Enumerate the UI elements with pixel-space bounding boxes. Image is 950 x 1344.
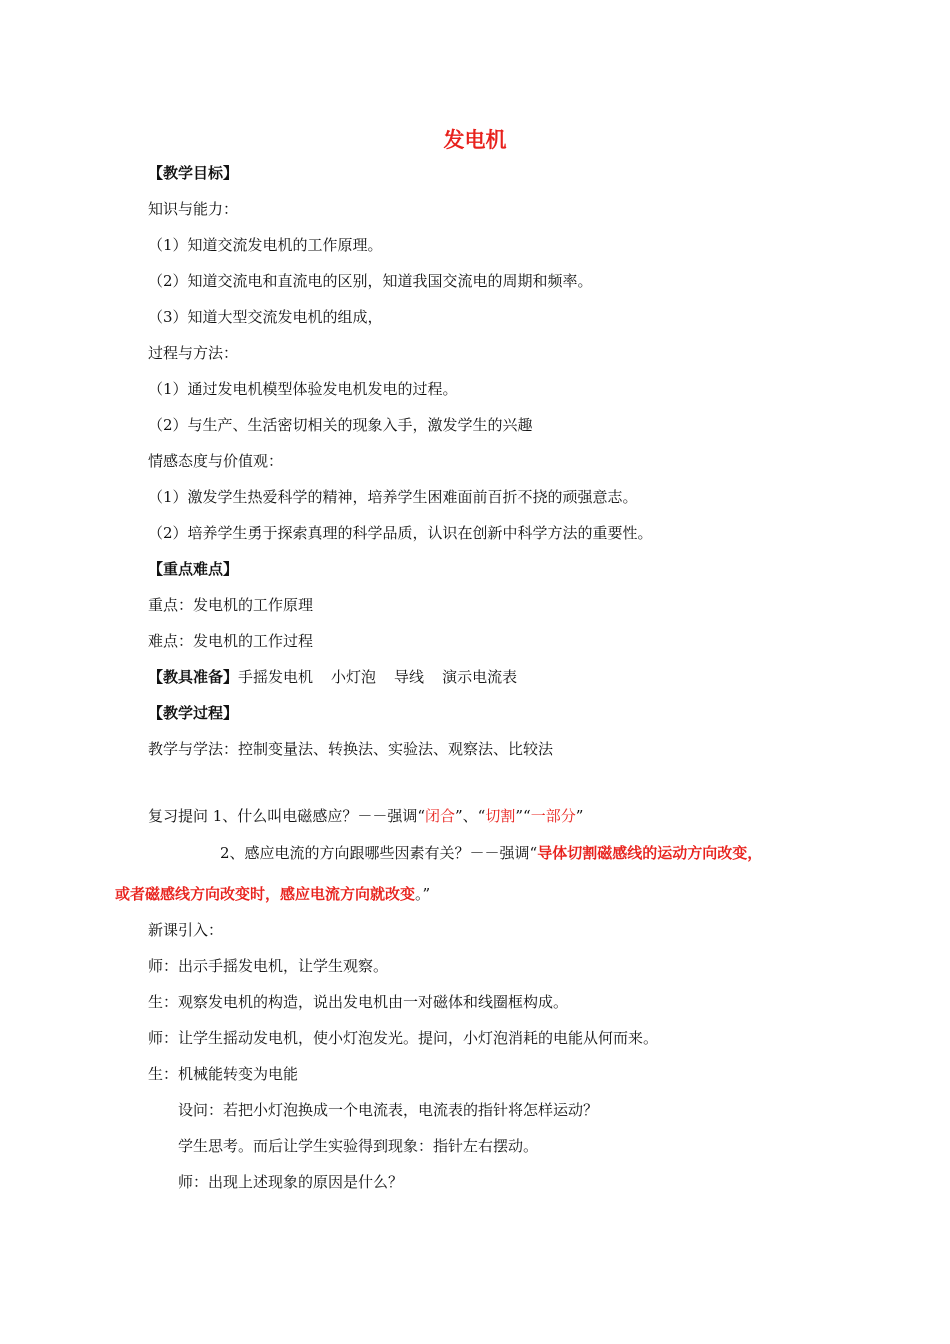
review-question-2 — [220, 842, 762, 864]
review-q1-separator: ”、“ — [455, 807, 486, 825]
review-question-1 — [148, 805, 583, 827]
review-q2-suffix: 。” — [415, 885, 431, 903]
emotion-item: （2）培养学生勇于探索真理的科学品质，认识在创新中科学方法的重要性。 — [148, 524, 653, 542]
knowledge-label: 知识与能力： — [148, 200, 239, 218]
objectives-heading: 【教学目标】 — [148, 164, 239, 182]
knowledge-item: （2）知道交流电和直流电的区别，知道我国交流电的周期和频率。 — [148, 272, 593, 290]
review-q2-text: 2、感应电流的方向跟哪些因素有关？－－强调“ — [220, 844, 538, 862]
process-label: 过程与方法： — [148, 344, 239, 362]
equipment-item: 手摇发电机 — [238, 668, 314, 686]
page-title: 发电机 — [443, 128, 507, 152]
dialogue-line-indented: 师：出现上述现象的原因是什么？ — [178, 1173, 404, 1191]
dialogue-line-indented: 设问：若把小灯泡换成一个电流表，电流表的指针将怎样运动？ — [178, 1101, 599, 1119]
emphasis-part: 一部分 — [530, 807, 576, 825]
process-item: （2）与生产、生活密切相关的现象入手，激发学生的兴趣 — [148, 416, 533, 434]
dialogue-line: 生：机械能转变为电能 — [148, 1065, 299, 1083]
equipment-line — [148, 666, 517, 688]
emotion-label: 情感态度与价值观： — [148, 452, 284, 470]
equipment-item: 小灯泡 — [331, 668, 377, 686]
dialogue-line: 师：让学生摇动发电机，使小灯泡发光。提问，小灯泡消耗的电能从何而来。 — [148, 1029, 659, 1047]
equipment-item: 导线 — [394, 668, 425, 686]
process-item: （1）通过发电机模型体验发电机发电的过程。 — [148, 380, 458, 398]
equipment-heading: 【教具准备】 — [148, 668, 239, 686]
review-question-2-continued — [115, 883, 430, 905]
knowledge-item: （1）知道交流发电机的工作原理。 — [148, 236, 383, 254]
difficult-point: 难点：发电机的工作过程 — [148, 632, 314, 650]
process-section-heading: 【教学过程】 — [148, 704, 239, 722]
emphasis-direction-rule: 导体切割磁感线的运动方向改变， — [537, 844, 763, 862]
emphasis-cutting: 切割 — [485, 807, 516, 825]
review-q1-separator: ”“ — [515, 807, 531, 825]
equipment-item: 演示电流表 — [442, 668, 518, 686]
emphasis-closed: 闭合 — [424, 807, 455, 825]
review-q1-text: 复习提问 1、什么叫电磁感应？－－强调“ — [148, 807, 425, 825]
teaching-methods: 教学与学法：控制变量法、转换法、实验法、观察法、比较法 — [148, 740, 554, 758]
review-q1-suffix: ” — [575, 807, 584, 825]
knowledge-item: （3）知道大型交流发电机的组成， — [148, 308, 383, 326]
keypoints-heading: 【重点难点】 — [148, 560, 239, 578]
dialogue-line: 生：观察发电机的构造，说出发电机由一对磁体和线圈框构成。 — [148, 993, 569, 1011]
dialogue-line: 师：出示手摇发电机，让学生观察。 — [148, 957, 389, 975]
emotion-item: （1）激发学生热爱科学的精神，培养学生困难面前百折不挠的顽强意志。 — [148, 488, 638, 506]
key-point: 重点：发电机的工作原理 — [148, 596, 314, 614]
intro-label: 新课引入： — [148, 921, 224, 939]
dialogue-line-indented: 学生思考。而后让学生实验得到现象：指针左右摆动。 — [178, 1137, 539, 1155]
emphasis-direction-rule-continued: 或者磁感线方向改变时，感应电流方向就改变 — [115, 885, 416, 903]
